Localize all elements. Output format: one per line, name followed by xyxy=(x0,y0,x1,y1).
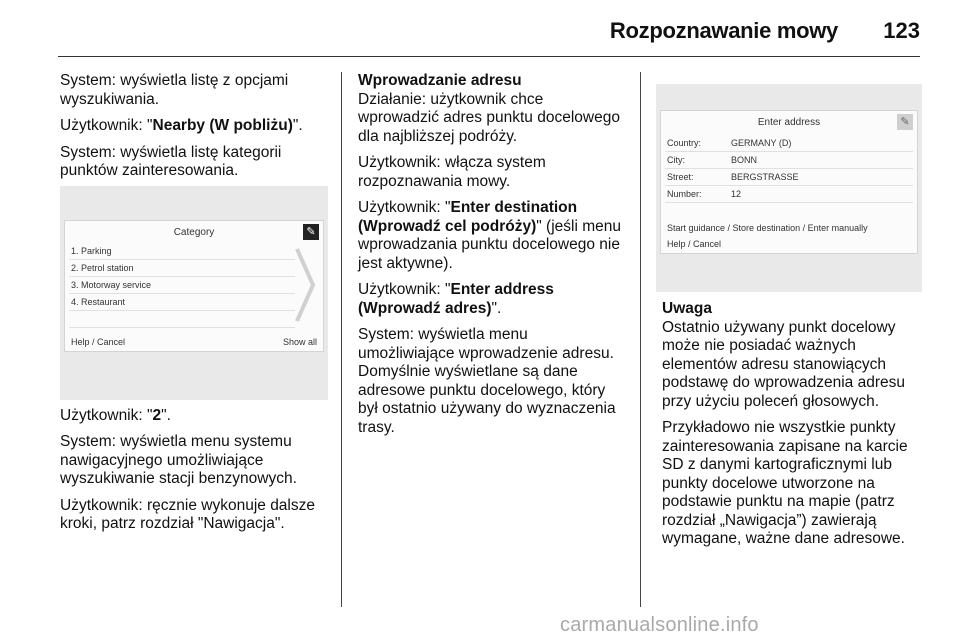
header-divider xyxy=(58,56,920,57)
section-heading: Wprowadzanie adresu xyxy=(358,72,522,89)
paragraph: Użytkownik: ręcznie wykonuje dalsze kroki, patrz rozdział "Nawigacja". xyxy=(60,496,315,532)
address-value: 12 xyxy=(731,189,742,199)
screen-footer-left: Help / Cancel xyxy=(667,239,722,249)
address-value: BERGSTRASSE xyxy=(731,172,799,182)
address-row xyxy=(665,186,913,203)
address-value: GERMANY (D) xyxy=(731,138,792,148)
paragraph: System: wyświetla menu umożliwiające wprowadzenie adresu. Domyślnie wyświetlane są dane adresowe punktu docelowego, który był ostatnio używany do wyznaczenia trasy. xyxy=(358,326,616,436)
page-number: 123 xyxy=(883,18,920,43)
paragraph: Działanie: użytkownik chce wprowadzić adres punktu docelowego dla najbliższej podróży. xyxy=(358,90,620,145)
address-row xyxy=(665,135,913,152)
voice-icon: ✎ xyxy=(897,114,913,130)
text: ". xyxy=(292,117,303,134)
address-row xyxy=(665,169,913,186)
address-label: Country: xyxy=(667,138,702,148)
chevron-right-icon xyxy=(293,245,317,325)
text: Użytkownik: " xyxy=(60,117,153,134)
column-divider-2 xyxy=(640,72,641,607)
screen-actions: Start guidance / Store destination / Enter manually xyxy=(667,223,868,233)
column-divider-1 xyxy=(341,72,342,607)
paragraph xyxy=(358,281,626,318)
paragraph: Ostatnio używany punkt docelowy może nie posiadać ważnych elementów adresu stanowiących podstawę do wprowadzenia adresu przy użyciu poleceń głosowych. xyxy=(662,318,905,410)
list-item: 1. Parking xyxy=(69,243,295,260)
list-item: 4. Restaurant xyxy=(69,294,295,311)
voice-icon: ✎ xyxy=(303,224,319,240)
paragraph: Użytkownik: włącza system rozpoznawania mowy. xyxy=(358,154,546,190)
screen-title: Enter address xyxy=(757,117,821,128)
text: Użytkownik: " xyxy=(358,281,451,298)
note-heading: Uwaga xyxy=(662,300,712,317)
paragraph: System: wyświetla listę z opcjami wyszukiwania. xyxy=(60,72,289,108)
text: ". xyxy=(161,406,171,424)
text: Użytkownik: " xyxy=(60,406,153,424)
screen-title: Category xyxy=(173,227,215,238)
voice-command: Nearby (W pobliżu) xyxy=(152,117,293,134)
address-row xyxy=(665,152,913,169)
paragraph: System: wyświetla menu systemu nawigacyjnego umożliwiające wyszukiwanie stacji benzynowych. xyxy=(60,433,297,487)
text: " (jeśli menu wprowadzania punktu docelowego nie jest aktywne). xyxy=(358,217,622,272)
voice-command: Enter address (Wprowadź adres) xyxy=(358,281,554,317)
page-header xyxy=(58,14,920,58)
address-label: Street: xyxy=(667,172,694,182)
address-label: Number: xyxy=(667,189,702,199)
list-item-empty xyxy=(69,311,295,328)
paragraph xyxy=(358,199,626,273)
screen-footer-left: Help / Cancel xyxy=(71,337,126,347)
paragraph xyxy=(60,117,328,136)
category-screen-image xyxy=(60,186,328,400)
paragraph xyxy=(60,407,328,426)
page-title: Rozpoznawanie mowy xyxy=(609,18,838,43)
watermark: carmanualsonline.info xyxy=(560,614,759,636)
paragraph: Przykładowo nie wszystkie punkty zainteresowania zapisane na karcie SD z danymi kartograficznymi lub punkty docelowe utworzone na podstawie punktu na mapie (patrz rozdział „Nawigacja”) zawierają wymagane, ważne dane adresowe. xyxy=(662,419,908,547)
address-label: City: xyxy=(667,155,685,165)
text: Użytkownik: " xyxy=(358,199,451,216)
voice-command: Enter destination (Wprowadź cel podróży) xyxy=(358,199,578,235)
list-item: 3. Motorway service xyxy=(69,277,295,294)
list-item: 2. Petrol station xyxy=(69,260,295,277)
text: ". xyxy=(491,299,502,317)
column-2 xyxy=(358,72,626,445)
screen-footer-right: Show all xyxy=(282,337,317,347)
column-3 xyxy=(662,300,928,557)
voice-command: 2 xyxy=(152,406,162,424)
address-value: BONN xyxy=(731,155,758,165)
paragraph: System: wyświetla listę kategorii punktów zainteresowania. xyxy=(60,143,282,179)
enter-address-screen xyxy=(660,110,918,254)
enter-address-screen-image xyxy=(656,84,922,292)
category-screen xyxy=(64,220,324,352)
